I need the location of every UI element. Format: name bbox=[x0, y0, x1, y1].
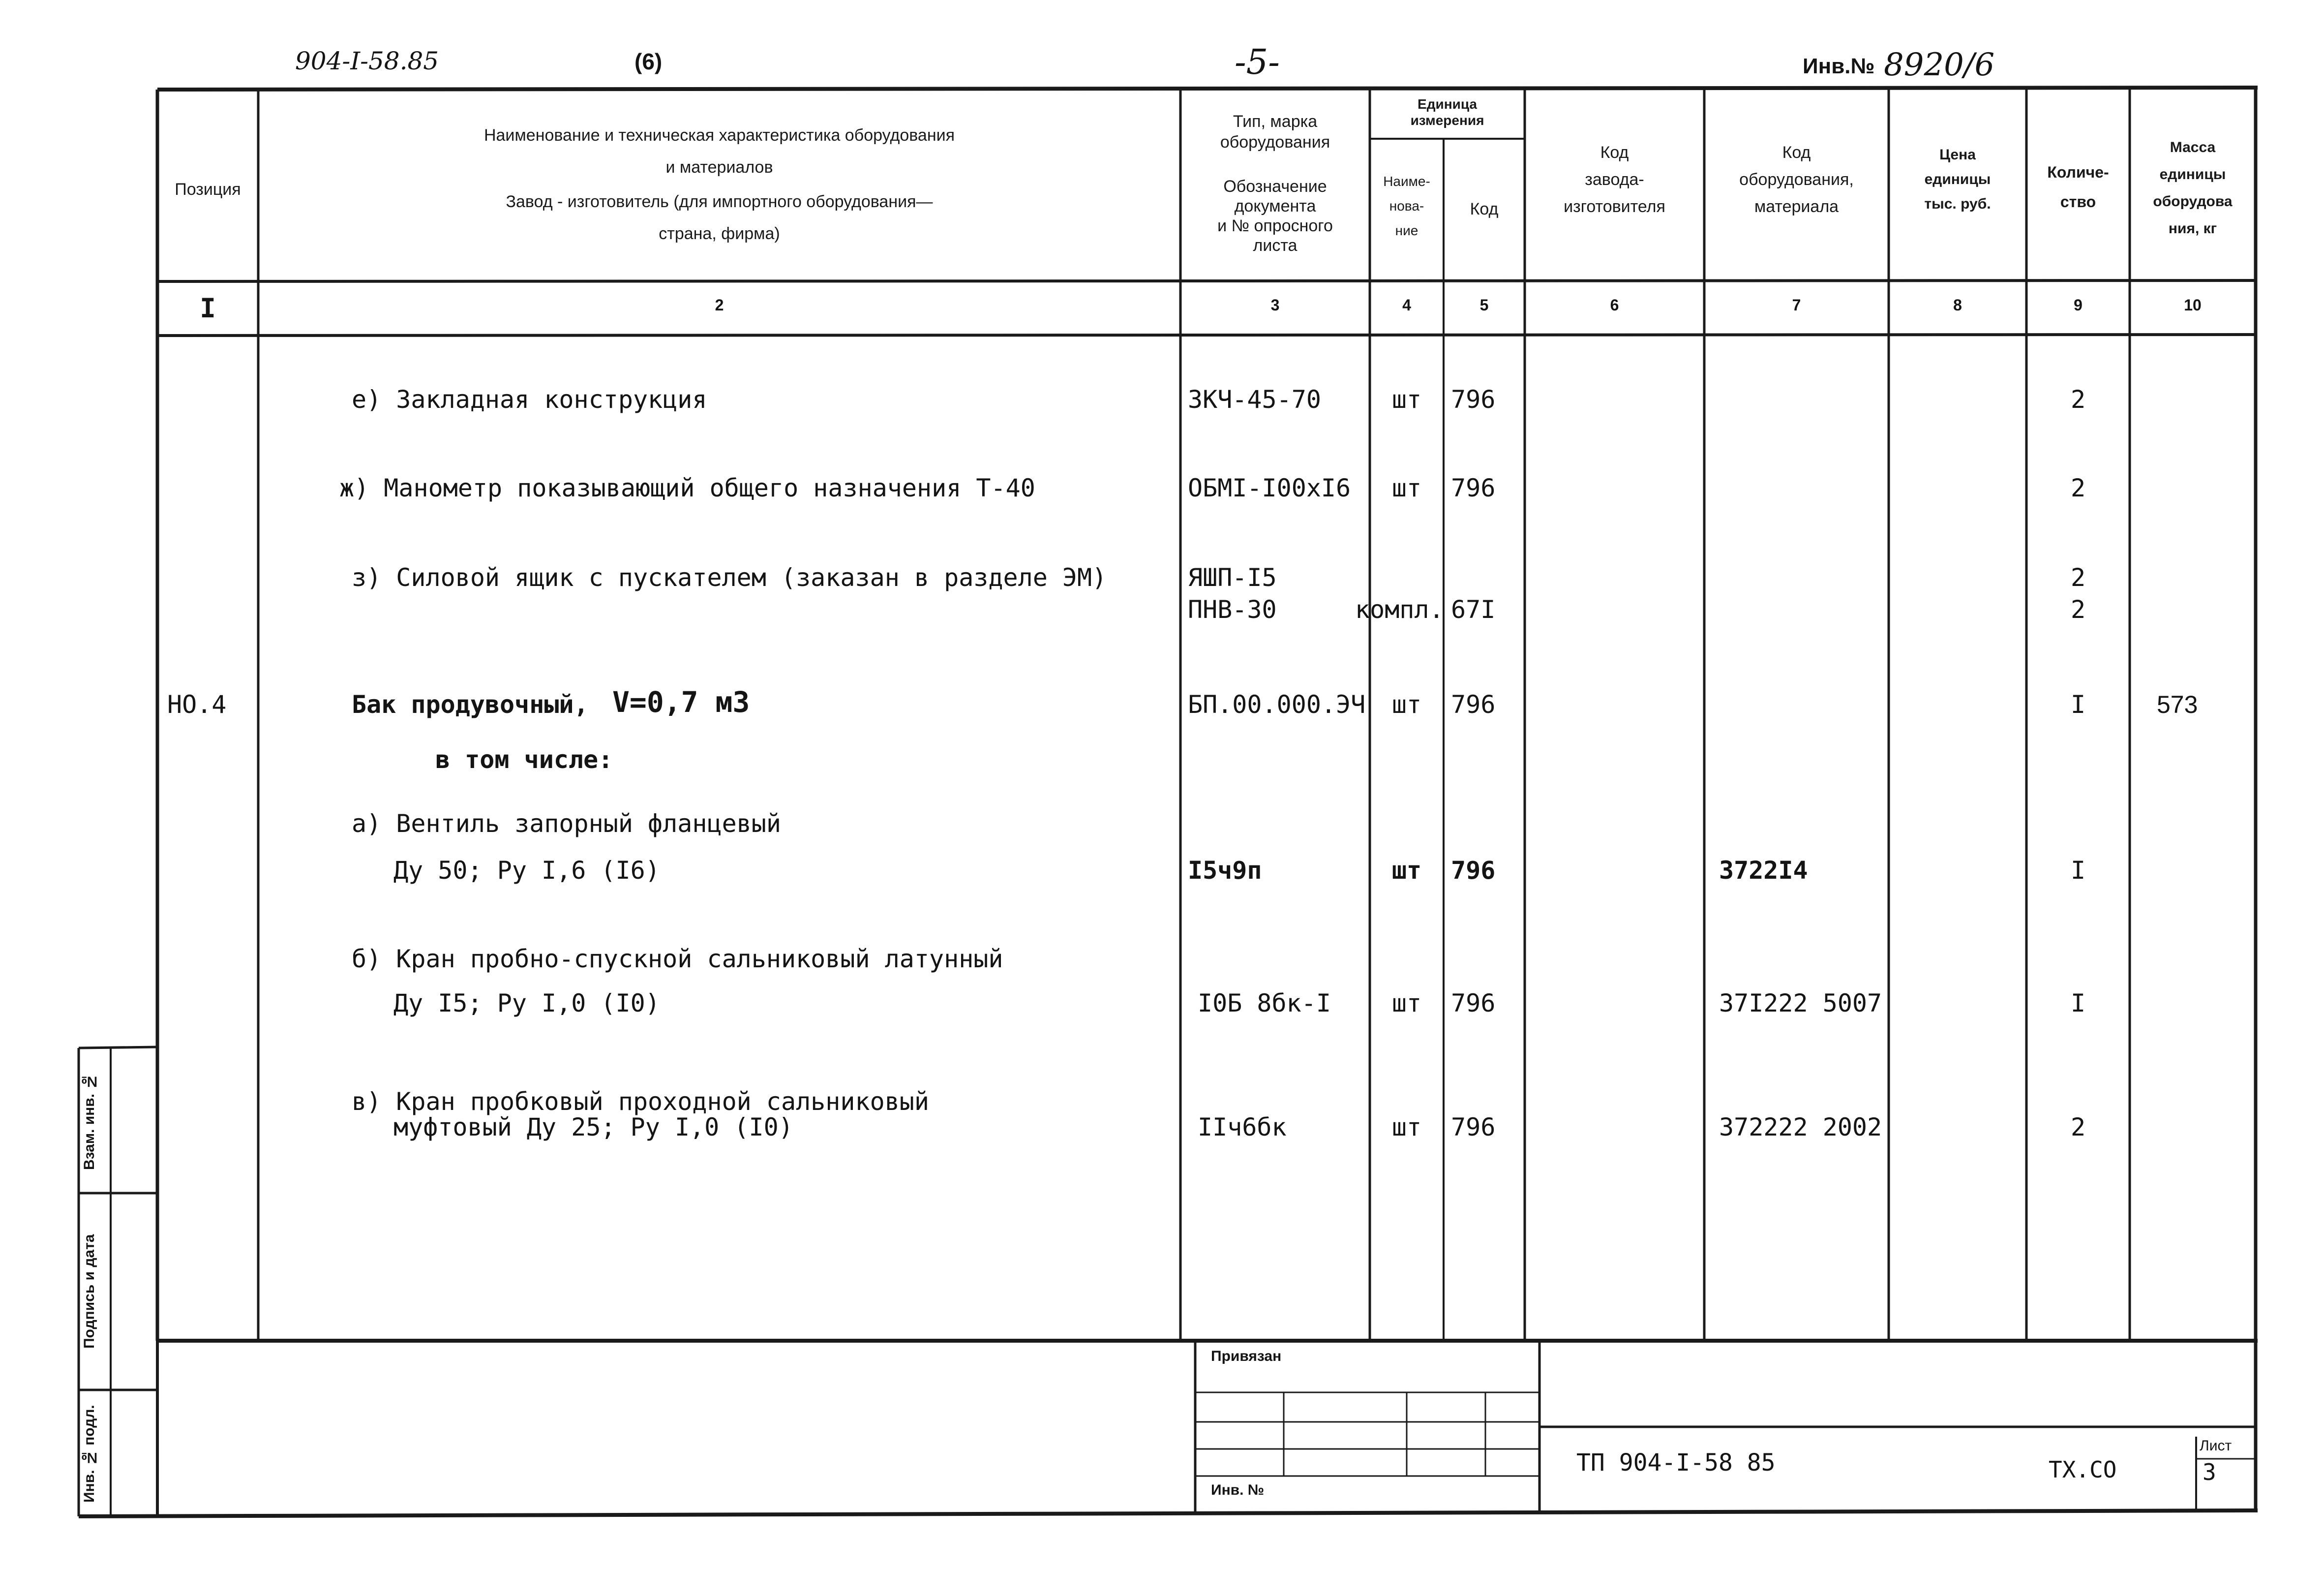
header-factory-code-line1: Код bbox=[1600, 143, 1629, 162]
row-type: I0Б 8бк-I bbox=[1198, 989, 1331, 1017]
row-unit-code: 796 bbox=[1451, 1113, 1496, 1141]
header-price-line3: тыс. руб. bbox=[1924, 196, 1991, 212]
row-name: в) Кран пробковый проходной сальниковый bbox=[352, 1087, 929, 1116]
row-name: е) Закладная конструкция bbox=[352, 385, 707, 414]
row-unit: шт bbox=[1391, 989, 1422, 1017]
column-number-5: 5 bbox=[1479, 296, 1489, 314]
row-mass: 573 bbox=[2157, 691, 2198, 718]
row-name: Ду I5; Ру I,0 (I0) bbox=[393, 989, 660, 1017]
row-type: ПНВ-30 bbox=[1188, 595, 1277, 624]
row-quantity: I bbox=[2070, 690, 2086, 719]
header-unit-code: Код bbox=[1470, 200, 1499, 218]
header-factory-code-line3: изготовителя bbox=[1564, 197, 1665, 216]
column-number-8: 8 bbox=[1953, 296, 1962, 314]
header-price-line2: единицы bbox=[1924, 171, 1991, 187]
row-equipment-code: 3722I4 bbox=[1719, 856, 1808, 885]
header-type-line1: Тип, марка bbox=[1233, 112, 1318, 131]
stamp-attached-label: Привязан bbox=[1211, 1348, 1282, 1364]
column-number-3: 3 bbox=[1270, 296, 1280, 314]
side-signature-date: Подпись и дата bbox=[81, 1234, 97, 1349]
page-mark: -5- bbox=[1235, 42, 1280, 82]
header-type-line4: документа bbox=[1234, 197, 1316, 215]
header-position: Позиция bbox=[175, 180, 241, 199]
row-unit-code: 796 bbox=[1451, 690, 1496, 719]
row-name: б) Кран пробно-спускной сальниковый латунный bbox=[352, 945, 1003, 973]
stamp-sheet-code: ТХ.СО bbox=[2049, 1456, 2117, 1483]
row-name: муфтовый Ду 25; Ру I,0 (I0) bbox=[393, 1113, 793, 1141]
header-type-line6: листа bbox=[1253, 236, 1298, 255]
header-mass-line4: ния, кг bbox=[2168, 220, 2217, 237]
header-quantity-line1: Количе- bbox=[2047, 163, 2109, 181]
side-original-inventory: Инв. № подл. bbox=[81, 1405, 97, 1503]
row-name: з) Силовой ящик с пускателем (заказан в разделе ЭМ) bbox=[352, 563, 1107, 592]
header-name-line4: страна, фирма) bbox=[659, 224, 780, 243]
column-number-10: 10 bbox=[2184, 296, 2202, 314]
row-quantity: 2 bbox=[2070, 474, 2086, 502]
side-replacement-inventory: Взам. инв. № bbox=[81, 1073, 97, 1170]
row-type: IIч6бк bbox=[1198, 1113, 1287, 1141]
doc-paren-number: (6) bbox=[634, 49, 663, 74]
row-unit-code: 796 bbox=[1451, 385, 1496, 414]
column-number-9: 9 bbox=[2074, 296, 2083, 314]
row-unit: шт bbox=[1391, 385, 1422, 414]
column-number-6: 6 bbox=[1610, 296, 1619, 314]
header-equipment-code-line2: оборудования, bbox=[1739, 170, 1854, 189]
row-type: ОБМI-I00хI6 bbox=[1188, 474, 1351, 502]
row-quantity: 2 bbox=[2070, 385, 2086, 414]
header-unit-name-line2: нова- bbox=[1389, 198, 1424, 214]
row-unit: шт bbox=[1391, 1113, 1422, 1141]
row-type: БП.00.000.ЭЧ bbox=[1188, 690, 1366, 719]
row-equipment-code: 372222 2002 bbox=[1719, 1113, 1882, 1141]
row-type: ЯШП-I5 bbox=[1188, 563, 1277, 592]
row-quantity: 2 bbox=[2070, 563, 2086, 592]
row-quantity: I bbox=[2070, 856, 2086, 885]
row-quantity: 2 bbox=[2070, 1113, 2086, 1141]
header-unit-name-line3: ние bbox=[1395, 223, 1419, 238]
stamp-inventory-label: Инв. № bbox=[1211, 1482, 1265, 1498]
column-number-2: 2 bbox=[715, 296, 724, 314]
row-quantity: I bbox=[2070, 989, 2086, 1017]
row-unit: шт bbox=[1391, 690, 1422, 719]
header-factory-code-line2: завода- bbox=[1585, 170, 1644, 189]
row-unit: шт bbox=[1391, 856, 1422, 885]
row-type: ЗКЧ-45-70 bbox=[1188, 385, 1321, 414]
header-price-line1: Цена bbox=[1939, 147, 1976, 163]
header-name-line1: Наименование и техническая характеристика оборудования bbox=[483, 126, 955, 145]
header-quantity-line2: ство bbox=[2060, 193, 2096, 211]
header-mass-line3: оборудова bbox=[2153, 193, 2233, 210]
stamp-sheet-label: Лист bbox=[2200, 1438, 2232, 1454]
column-number-1: I bbox=[200, 293, 216, 324]
row-name: в том числе: bbox=[435, 745, 613, 774]
header-mass-line2: единицы bbox=[2159, 166, 2226, 183]
header-unit-line1: Единица bbox=[1418, 96, 1477, 112]
row-unit-code: 796 bbox=[1451, 856, 1496, 885]
row-name: Бак продувочный, bbox=[352, 690, 589, 719]
header-name-line2: и материалов bbox=[665, 158, 773, 177]
header-unit-line2: измерения bbox=[1410, 113, 1484, 128]
header-type-line3: Обозначение bbox=[1223, 177, 1327, 196]
stamp-document-code: ТП 904-I-58 85 bbox=[1576, 1449, 1776, 1477]
row-unit-code: 796 bbox=[1451, 989, 1496, 1017]
header-unit-name-line1: Наиме- bbox=[1383, 174, 1430, 189]
inventory-number: 8920/6 bbox=[1884, 47, 1995, 83]
row-unit: шт bbox=[1391, 474, 1422, 502]
header-type-line5: и № опросного bbox=[1217, 216, 1333, 235]
row-position: НО.4 bbox=[167, 690, 227, 719]
doc-code: 904-I-58.85 bbox=[295, 47, 439, 75]
row-name: а) Вентиль запорный фланцевый bbox=[352, 809, 781, 838]
row-unit-code: 67I bbox=[1451, 595, 1496, 624]
row-quantity: 2 bbox=[2070, 595, 2086, 624]
row-name: Ду 50; Ру I,6 (I6) bbox=[393, 856, 660, 885]
row-equipment-code: 37I222 5007 bbox=[1719, 989, 1882, 1017]
column-number-4: 4 bbox=[1402, 296, 1411, 314]
column-number-7: 7 bbox=[1792, 296, 1801, 314]
header-equipment-code-line3: материала bbox=[1754, 197, 1839, 216]
header-type-line2: оборудования bbox=[1220, 133, 1330, 152]
stamp-sheet-number: 3 bbox=[2203, 1459, 2216, 1485]
row-type: I5ч9п bbox=[1188, 856, 1262, 885]
inventory-label: Инв.№ bbox=[1803, 54, 1875, 78]
header-equipment-code-line1: Код bbox=[1782, 143, 1811, 162]
row-volume: V=0,7 м3 bbox=[612, 685, 750, 719]
row-name: ж) Манометр показывающий общего назначения Т-40 bbox=[339, 474, 1035, 502]
header-name-line3: Завод - изготовитель (для импортного оборудования— bbox=[506, 192, 933, 211]
row-unit: компл. bbox=[1355, 595, 1444, 624]
row-unit-code: 796 bbox=[1451, 474, 1496, 502]
header-mass-line1: Масса bbox=[2170, 139, 2216, 155]
